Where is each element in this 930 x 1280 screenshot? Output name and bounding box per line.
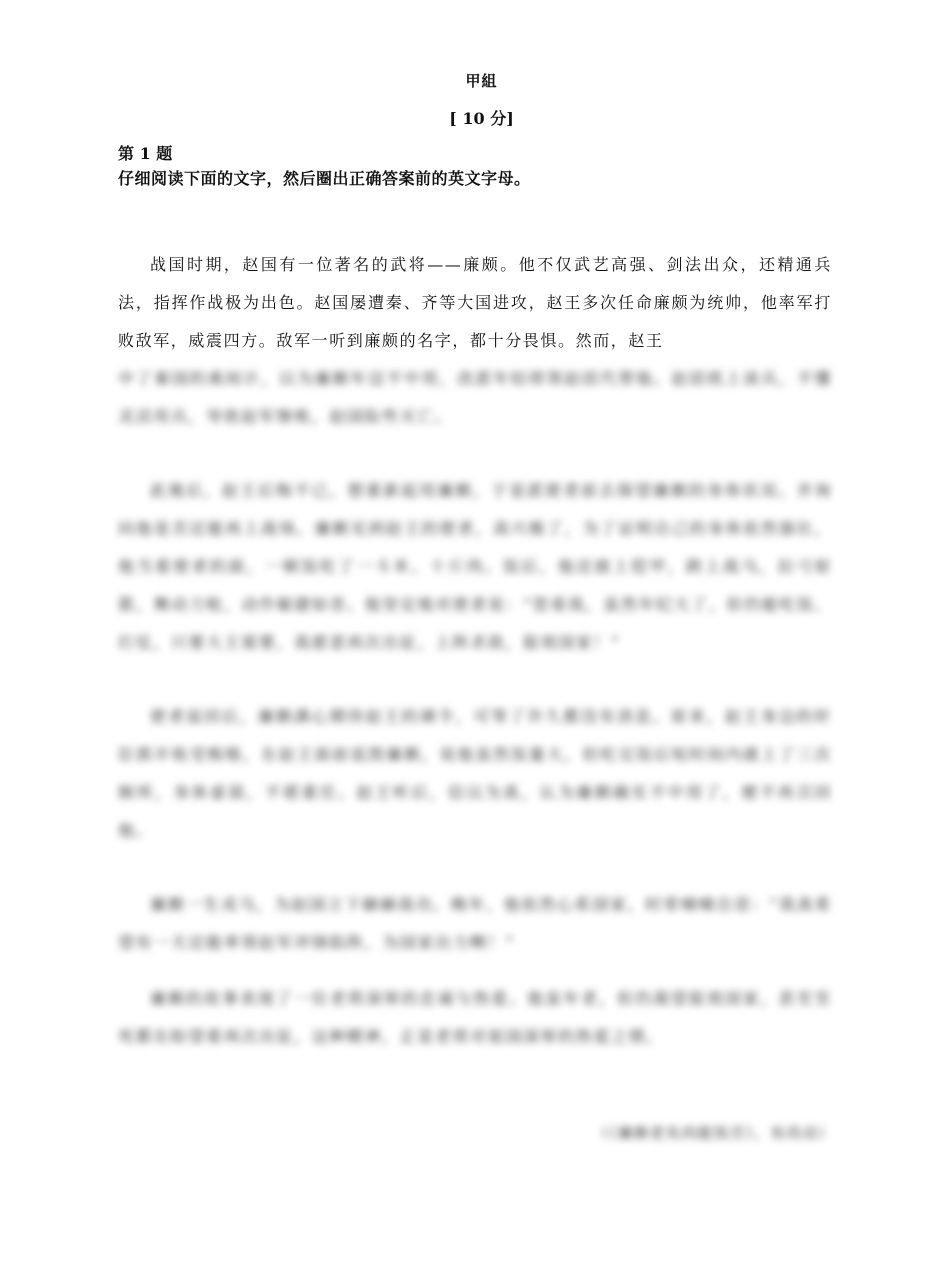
passage-paragraph-1-continued: 中了秦国的离间计，以为廉颇年迈不中用，改派年轻将领赵括代替他。赵括纸上谈兵，不懂灵活用兵，导致赵军惨败，赵国险些灭亡。 [118,369,832,426]
passage-paragraph-4: 廉颇一生戎马，为赵国立下赫赫战功。晚年，他依然心系国家，时常喃喃自语：“我真希望有一天还能率领赵军冲锋陷阵，为国家出力啊！” [118,895,832,952]
score-label: [ 10 分] [449,109,514,128]
reading-passage [118,246,832,1092]
passage-paragraph-3: 使者返回后，廉颇满心期待赵王的调令，可等了许久都没有消息。原来，赵王身边的奸臣郭开收受贿赂，在赵王面前诋毁廉颇，说他虽然饭量大，但吃完饭后短时间内就上了三次厕所，身体虚弱，不堪重任。赵王听后，信以为真，认为廉颇确实不中用了，便不再召回他。 [118,707,832,840]
passage-paragraph-1: 战国时期，赵国有一位著名的武将——廉颇。他不仅武艺高强、剑法出众，还精通兵法，指挥作战极为出色。赵国屡遭秦、齐等大国进攻，赵王多次任命廉颇为统帅，他率军打败敌军，威震四方。敌军一听到廉颇的名字，都十分畏惧。然而，赵王 [118,255,832,350]
source-citation: （《廉颇老矣尚能饭否》，有改动） [592,1124,834,1142]
passage-paragraph-5: 廉颇的故事表现了一位老将深厚的忠诚与热爱。他虽年老，但仍渴望报效国家，甚至至死都在盼望着再次出征，这种精神，正是老将对祖国深厚的热爱之情。 [118,989,832,1046]
group-title: 甲組 [465,72,498,90]
passage-paragraph-2: 此後后，赵王后悔不已，想重新起用廉颇，于是派使者前去探望廉颇的身体状况。并询问他是否还能再上战场。廉颇见到赵王的使者，高兴极了，为了证明自己的身体依然强壮，他当着使者的面，一顿饭吃了一斗米、十斤肉。饭后，他还披上铠甲，跨上战马，拉弓射箭，舞动刀枪，动作敏捷如昔。他坚定地对使者说：“您看我，虽然年纪大了，但仍能吃饭、打仗，只要大王需要，我愿意再次出征，上阵杀敌，报效国家！” [118,481,832,652]
question-instruction: 仔细阅读下面的文字，然后圈出正确答案前的英文字母。 [118,169,531,188]
question-number: 第 1 题 [118,144,173,163]
